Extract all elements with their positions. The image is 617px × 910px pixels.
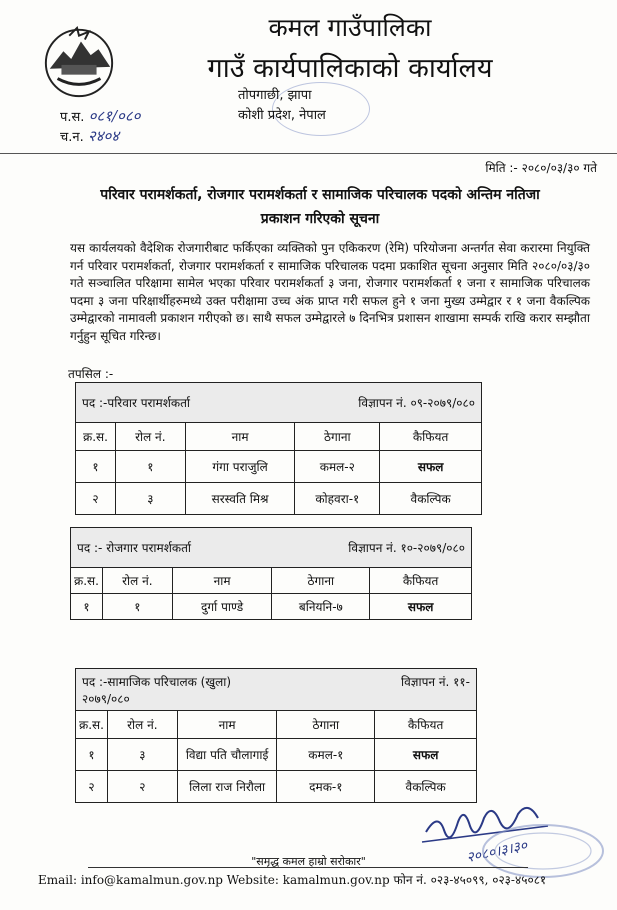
signature-date: २०८०।३।३० — [465, 837, 529, 867]
cell-remarks: वैकल्पिक — [375, 771, 477, 803]
post-name: पद :- रोजगार परामर्शकर्ता — [77, 541, 192, 555]
office-name: गाउँ कार्यपालिकाको कार्यालय — [207, 53, 493, 84]
cell-name: लिला राज निरौला — [177, 771, 277, 803]
post-header — [71, 528, 472, 568]
chalani-number — [60, 126, 119, 146]
col-address: ठेगाना — [277, 711, 375, 739]
col-roll: रोल नं. — [102, 568, 172, 594]
cell-roll: ३ — [107, 739, 177, 771]
cell-name: गंगा पराजुलि — [185, 451, 295, 483]
table-row — [76, 771, 477, 803]
post-name: पद :-परिवार परामर्शकर्ता — [82, 396, 191, 410]
cell-address: कमल-२ — [295, 451, 380, 483]
table-row — [76, 483, 482, 515]
col-address: ठेगाना — [272, 568, 370, 594]
cell-remarks: वैकल्पिक — [380, 483, 482, 515]
cell-address: कमल-१ — [277, 739, 375, 771]
cell-roll: १ — [115, 451, 185, 483]
table-row — [76, 739, 477, 771]
col-name: नाम — [172, 568, 272, 594]
cell-remarks: सफल — [380, 451, 482, 483]
notice-date: मिति :- २०८०/०३/३० गते — [485, 161, 597, 175]
advert-number-cont: २०७९/०८० — [82, 691, 130, 706]
results-table-social-mobilizer — [75, 668, 477, 803]
col-name: नाम — [177, 711, 277, 739]
results-table-family-counselor — [75, 382, 482, 515]
col-remarks: कैफियत — [380, 423, 482, 451]
col-name: नाम — [185, 423, 295, 451]
cell-address: बनियनि-७ — [272, 594, 370, 620]
address-line-1: तोपगाछी, झापा — [238, 88, 312, 103]
office-address — [238, 86, 326, 126]
col-roll: रोल नं. — [107, 711, 177, 739]
cell-sn: १ — [76, 451, 116, 483]
notice-body: यस कार्यलयको वैदेशिक रोजगारीबाट फर्किएका व्यक्तिको पुन एकिकरण (रेमि) परियोजना अन्तर्गत सेवा करारमा नियुक्ति गर्न परिवार परामर्शकर्ता, रोजगार परामर्शकर्ता र सामाजिक परिचालक पदमा प्रकाशित सूचना अनुसार मिति २०८०/०३/३० गते सञ्चालित परिक्षामा सामेल भएका परिवार परामर्शकर्ता ३ जना, रोजगार परामर्शकर्ता १ जना र सामाजिक परिचालक पदमा ३ जना परिक्षार्थीहरुमध्ये उक्त परीक्षामा उच्च अंक प्राप्त गरी सफल हुने १ जना मुख्य उम्मेद्वार र १ जना वैकल्पिक उम्मेद्वारको नामावली प्रकाशन गरीएको छ। साथै सफल उम्मेद्वारले ७ दिनभित्र प्रशासन शाखामा सम्पर्क राखि करार सम्झौता गर्नुहुन सूचित गरिन्छ। — [70, 241, 590, 343]
table-row — [71, 594, 472, 620]
notice-title — [60, 183, 580, 231]
header-divider — [0, 153, 617, 154]
cell-sn: २ — [76, 771, 108, 803]
cell-address: कोहवरा-१ — [295, 483, 380, 515]
title-line-1: परिवार परामर्शकर्ता, रोजगार परामर्शकर्ता र सामाजिक परिचालक पदको अन्तिम नतिजा — [100, 187, 540, 203]
cell-roll: ३ — [115, 483, 185, 515]
col-remarks: कैफियत — [375, 711, 477, 739]
ps-value: ०८१/०८० — [88, 107, 141, 125]
address-line-2: कोशी प्रदेश, नेपाल — [238, 108, 326, 123]
cell-sn: २ — [76, 483, 116, 515]
cell-name: दुर्गा पाण्डे — [172, 594, 272, 620]
details-label: तपसिल :- — [68, 367, 114, 381]
post-header — [76, 383, 482, 423]
col-remarks: कैफियत — [370, 568, 472, 594]
cell-remarks: सफल — [370, 594, 472, 620]
col-address: ठेगाना — [295, 423, 380, 451]
ps-label: प.स. — [60, 110, 85, 125]
post-header — [76, 669, 477, 711]
post-name: पद :-सामाजिक परिचालक (खुला) — [82, 674, 232, 689]
cn-value: २४०४ — [87, 127, 120, 145]
col-sn: क्र.स. — [71, 568, 103, 594]
municipality-name: कमल गाउँपालिका — [268, 13, 432, 42]
cell-sn: १ — [71, 594, 103, 620]
footer-divider — [88, 867, 528, 868]
patra-sankhya — [60, 106, 140, 126]
table-row — [76, 451, 482, 483]
cell-remarks: सफल — [375, 739, 477, 771]
cn-label: च.न. — [60, 130, 84, 145]
advert-number: विज्ञापन नं. ११- — [401, 674, 470, 689]
cell-roll: १ — [102, 594, 172, 620]
col-sn: क्र.स. — [76, 711, 108, 739]
footer-contact: Email: info@kamalmun.gov.np Website: kamalmun.gov.np फोन नं. ०२३-४५०९९, ०२३-४५०८१ — [38, 873, 547, 887]
results-table-employment-counselor — [70, 527, 472, 620]
cell-roll: २ — [107, 771, 177, 803]
col-roll: रोल नं. — [115, 423, 185, 451]
cell-sn: १ — [76, 739, 108, 771]
advert-number: विज्ञापन नं. ०९-२०७९/०८० — [358, 396, 475, 410]
col-sn: क्र.स. — [76, 423, 116, 451]
cell-name: सरस्वति मिश्र — [185, 483, 295, 515]
advert-number: विज्ञापन नं. १०-२०७९/०८० — [348, 541, 465, 555]
cell-address: दमक-१ — [277, 771, 375, 803]
cell-name: विद्या पति चौलागाई — [177, 739, 277, 771]
footer-motto: "समृद्ध कमल हाम्रो सरोकार" — [251, 855, 366, 868]
nepal-emblem-icon — [40, 22, 118, 100]
title-line-2: प्रकाशन गरिएको सूचना — [260, 211, 380, 227]
